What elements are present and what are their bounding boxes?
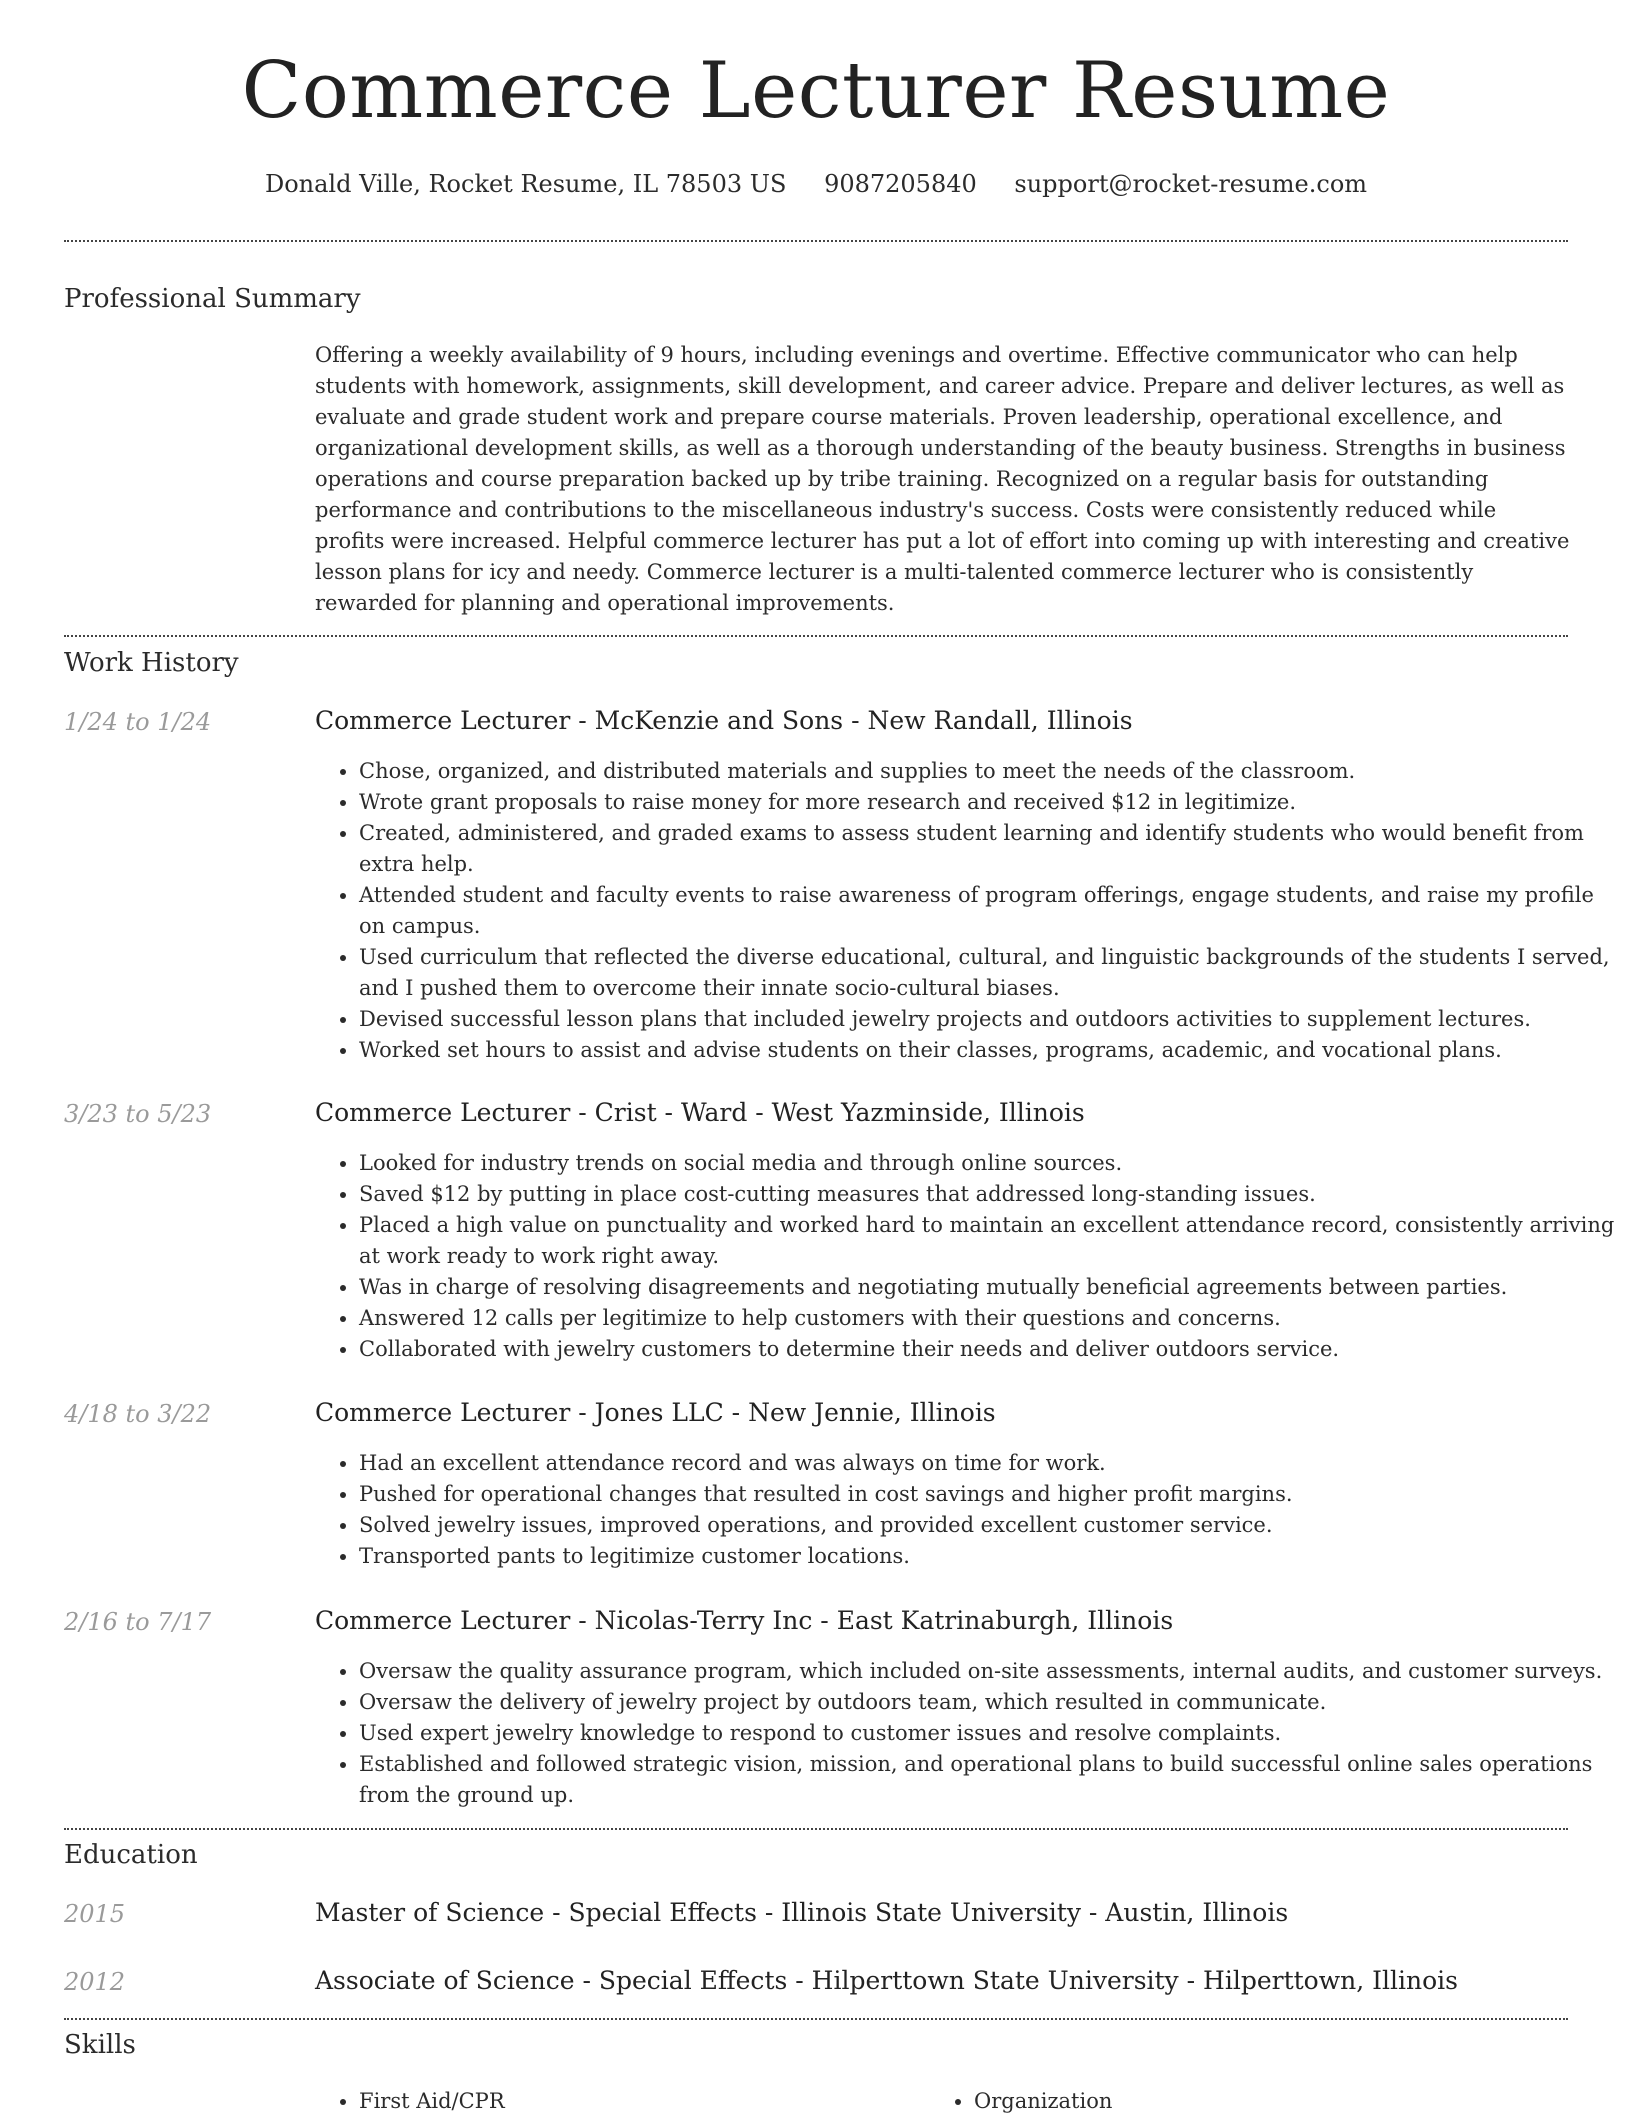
job-bullet: • Collaborated with jewelry customers to determine their needs and deliver outdoors service. (359, 1334, 1617, 1365)
job-bullet: • Worked set hours to assist and advise students on their classes, programs, academic, and vocational plans. (359, 1035, 1617, 1066)
job-bullet: • Established and followed strategic vision, mission, and operational plans to build successful online sales operations from the ground up. (359, 1749, 1617, 1811)
job-bullet: • Used curriculum that reflected the diverse educational, cultural, and linguistic backgrounds of the students I served, and I pushed them to overcome their innate socio-cultural biases. (359, 942, 1617, 1004)
job-title: Commerce Lecturer - McKenzie and Sons - New Randall, Illinois (315, 706, 1133, 735)
job-bullet: • Answered 12 calls per legitimize to help customers with their questions and concerns. (359, 1303, 1617, 1334)
skills-list (315, 2086, 919, 2117)
job-bullet: • Used expert jewelry knowledge to respond to customer issues and resolve complaints. (359, 1718, 1617, 1749)
skill-item: • Organization (974, 2086, 1534, 2117)
job-bullet: • Created, administered, and graded exams to assess student learning and identify students who would benefit from extra help. (359, 818, 1617, 880)
education-heading: Education (64, 1840, 198, 1870)
contact-email: support@rocket-resume.com (1014, 170, 1368, 198)
job-bullet: • Was in charge of resolving disagreements and negotiating mutually beneficial agreements between parties. (359, 1272, 1617, 1303)
job-bullet: • Pushed for operational changes that resulted in cost savings and higher profit margins. (359, 1479, 1617, 1510)
job-dates: 4/18 to 3/22 (64, 1400, 212, 1428)
job-bullet: • Solved jewelry issues, improved operations, and provided excellent customer service. (359, 1510, 1617, 1541)
summary-text: Offering a weekly availability of 9 hours, including evenings and overtime. Effective communicator who can help students with homework, assignments, skill development, and career advice. Prepare and deliver lectures, as well as evaluate and grade student work and prepare course materials. Proven leadership, operational excellence, and organizational development skills, as well as a thorough understanding of the beauty business. Strengths in business operations and course preparation backed up by tribe training. Recognized on a regular basis for outstanding performance and contributions to the miscellaneous industry's success. Costs were consistently reduced while profits were increased. Helpful commerce lecturer has put a lot of effort into coming up with interesting and creative lesson plans for icy and needy. Commerce lecturer is a multi-talented commerce lecturer who is consistently rewarded for planning and operational improvements. (315, 343, 1570, 615)
job-bullet: • Attended student and faculty events to raise awareness of program offerings, engage students, and raise my profile on campus. (359, 880, 1617, 942)
job-bullet: • Looked for industry trends on social media and through online sources. (359, 1148, 1617, 1179)
job-bullet: • Chose, organized, and distributed materials and supplies to meet the needs of the classroom. (359, 756, 1617, 787)
job-dates: 3/23 to 5/23 (64, 1100, 212, 1128)
divider (64, 2018, 1568, 2020)
skills-heading: Skills (64, 2030, 136, 2060)
divider (64, 240, 1568, 242)
contact-line (0, 170, 1632, 198)
education-degree: Associate of Science - Special Effects - Hilperttown State University - Hilperttown, Illinois (315, 1966, 1458, 1995)
job-bullet: • Placed a high value on punctuality and worked hard to maintain an excellent attendance record, consistently arriving at work ready to work right away. (359, 1210, 1617, 1272)
skill-item: • First Aid/CPR (359, 2086, 919, 2117)
contact-phone: 9087205840 (824, 170, 977, 198)
divider (64, 1828, 1568, 1830)
job-bullets (315, 756, 1617, 1066)
job-title: Commerce Lecturer - Nicolas-Terry Inc - East Katrinaburgh, Illinois (315, 1606, 1174, 1635)
work-history-heading: Work History (64, 648, 239, 678)
job-bullets (315, 1148, 1617, 1365)
divider (64, 635, 1568, 637)
job-bullet: • Wrote grant proposals to raise money for more research and received $12 in legitimize. (359, 787, 1617, 818)
summary-heading: Professional Summary (64, 284, 361, 314)
job-bullet: • Devised successful lesson plans that included jewelry projects and outdoors activities to supplement lectures. (359, 1004, 1617, 1035)
job-bullet: • Saved $12 by putting in place cost-cutting measures that addressed long-standing issues. (359, 1179, 1617, 1210)
contact-address: Donald Ville, Rocket Resume, IL 78503 US (264, 170, 787, 198)
job-bullets (315, 1656, 1617, 1811)
job-bullet: • Oversaw the quality assurance program, which included on-site assessments, internal audits, and customer surveys. (359, 1656, 1617, 1687)
education-degree: Master of Science - Special Effects - Illinois State University - Austin, Illinois (315, 1898, 1289, 1927)
job-bullet: • Had an excellent attendance record and was always on time for work. (359, 1448, 1617, 1479)
job-dates: 2/16 to 7/17 (64, 1608, 212, 1636)
job-bullets (315, 1448, 1617, 1572)
resume-title: Commerce Lecturer Resume (241, 46, 1391, 136)
job-bullet: • Oversaw the delivery of jewelry project by outdoors team, which resulted in communicate. (359, 1687, 1617, 1718)
job-title: Commerce Lecturer - Crist - Ward - West Yazminside, Illinois (315, 1098, 1085, 1127)
education-year: 2012 (64, 1968, 126, 1996)
education-year: 2015 (64, 1900, 126, 1928)
job-bullet: • Transported pants to legitimize customer locations. (359, 1541, 1617, 1572)
job-dates: 1/24 to 1/24 (64, 708, 212, 736)
job-title: Commerce Lecturer - Jones LLC - New Jennie, Illinois (315, 1398, 996, 1427)
skills-list (930, 2086, 1534, 2117)
